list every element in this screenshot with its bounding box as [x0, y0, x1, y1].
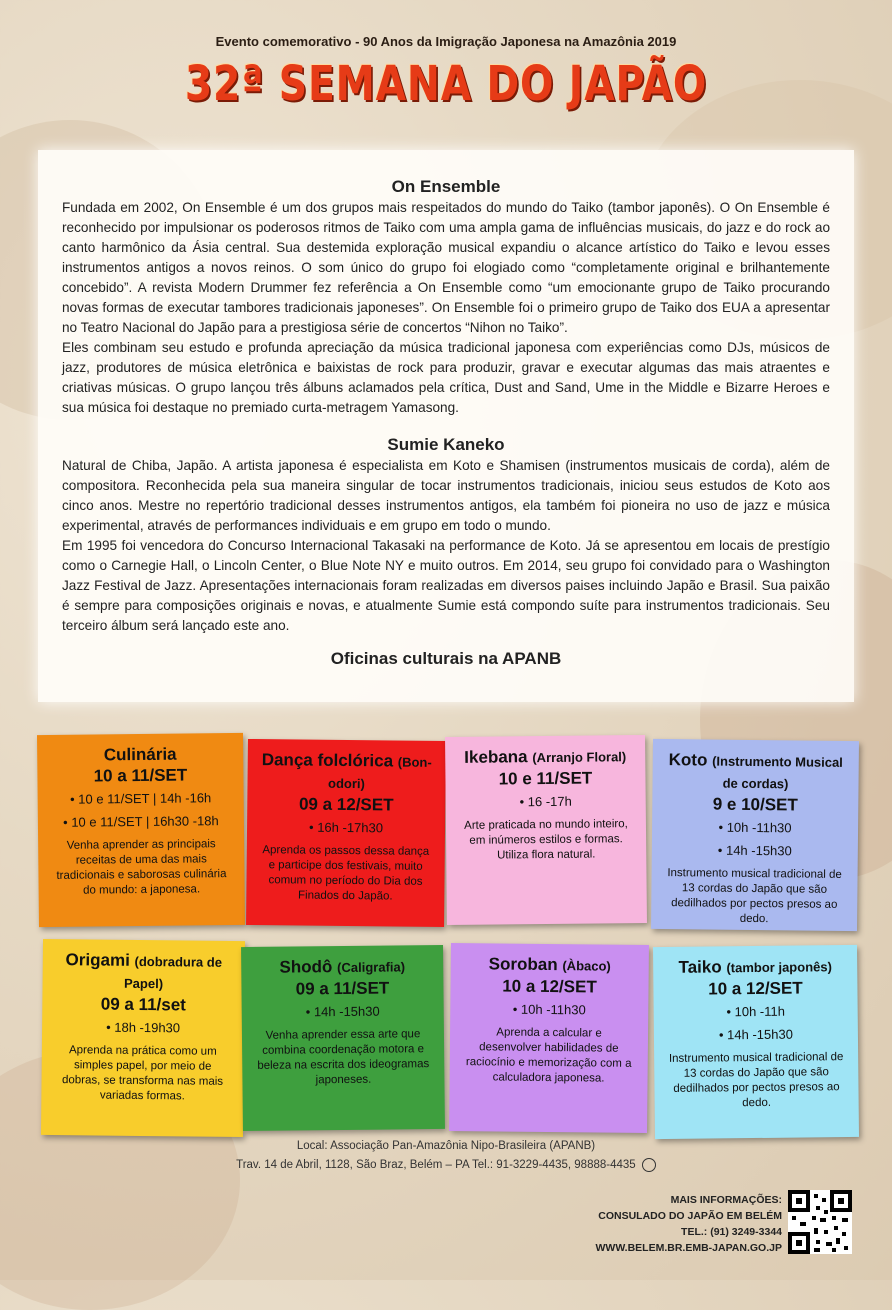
workshop-title: [249, 955, 435, 979]
workshop-card: [651, 739, 859, 931]
workshop-date: 09 a 12/SET: [298, 794, 394, 815]
whatsapp-icon: [642, 1158, 656, 1172]
qr-code-icon[interactable]: [788, 1190, 852, 1254]
workshop-subtitle: (dobradura de Papel): [123, 953, 223, 992]
consulate-name: CONSULADO DO JAPÃO EM BELÉM: [598, 1210, 782, 1222]
info-label: MAIS INFORMAÇÕES:: [670, 1194, 782, 1206]
event-subtitle: Evento comemorativo - 90 Anos da Imigração Japonesa na Amazônia 2019: [215, 34, 677, 49]
workshop-time: • 10h -11h30: [512, 1001, 586, 1018]
workshop-date: 9 e 10/SET: [712, 794, 798, 815]
consulate-phone: TEL.: (91) 3249-3344: [681, 1226, 782, 1238]
main-text: [62, 176, 830, 670]
page-title: 32ª SEMANA DO JAPÃO: [184, 56, 708, 112]
workshops-heading: Oficinas culturais na APANB: [330, 649, 562, 668]
venue-line: Local: Associação Pan-Amazônia Nipo-Brasileira (APANB): [296, 1140, 596, 1152]
workshop-time: • 14h -15h30: [305, 1003, 380, 1020]
workshop-name: Culinária: [103, 744, 177, 765]
workshop-subtitle: (Bon-odori): [328, 754, 432, 792]
workshop-time: • 18h -19h30: [106, 1019, 181, 1036]
workshop-title: [660, 749, 850, 795]
workshop-title: [453, 745, 637, 769]
workshop-time: • 16h -17h30: [308, 819, 384, 836]
workshop-date: 10 a 12/SET: [708, 978, 803, 999]
address-line: [0, 1158, 892, 1172]
workshop-name: Shodô: [279, 957, 333, 977]
on-ensemble-heading: On Ensemble: [391, 177, 501, 196]
workshop-name: Taiko: [678, 957, 722, 977]
workshop-name: Dança folclórica: [261, 750, 394, 771]
sumie-paragraph-1: Natural de Chiba, Japão. A artista japonesa é especialista em Koto e Shamisen (instrumentos musicais de corda), além de compositora. Reconhecida pela sua maneira singular de tocar instrumentos tradicionais, iniciou seus estudos de Koto aos cinco anos. Mestre no repertório tradicional desses instrumentos antigos, ela também foi pioneira no uso de jazz e música experimental, através de performances individuais e em grupo em todo o mundo.: [62, 458, 830, 533]
workshop-date: 09 a 11/set: [100, 994, 186, 1015]
workshop-time: • 10 e 11/SET | 16h30 -18h: [63, 813, 219, 830]
workshop-name: Ikebana: [464, 747, 528, 767]
workshop-time: • 10h -11h: [726, 1003, 786, 1020]
workshop-subtitle: (Instrumento Musical de cordas): [712, 753, 843, 792]
workshop-title: [459, 953, 641, 977]
workshop-description: Aprenda a calcular e desenvolver habilidades de raciocínio e memorização com a calculadora japonesa.: [465, 1026, 632, 1085]
workshop-time: • 10h -11h30: [718, 819, 792, 836]
workshop-description: Venha aprender essa arte que combina coordenação motora e beleza na escrita dos ideogramas japoneses.: [257, 1028, 430, 1087]
workshop-subtitle: (Caligrafia): [337, 959, 406, 976]
workshop-title: [45, 743, 235, 766]
workshop-description: Venha aprender as principais receitas de uma das mais tradicionais e saborosas culinária do mundo: a japonesa.: [56, 838, 227, 897]
workshop-card: [241, 945, 445, 1131]
workshop-name: Soroban: [488, 954, 558, 975]
workshop-card: [37, 733, 245, 927]
workshop-time: • 10 e 11/SET | 14h -16h: [70, 790, 212, 807]
workshop-date: 10 e 11/SET: [498, 768, 593, 789]
workshop-description: Aprenda os passos dessa dança e participe dos festivais, muito comum no período do Dia dos Finados do Japão.: [262, 844, 430, 903]
on-ensemble-paragraph-1: Fundada em 2002, On Ensemble é um dos grupos mais respeitados do mundo do Taiko (tambor japonês). O On Ensemble é reconhecido por impulsionar os poderosos ritmos de Taiko com uma ampla gama de influências musicais, do jazz e do rock ao canto harmônico da Ásia central. Sua destemida exploração musical expandiu o alcance artístico do Taiko e levou esses instrumentos antigos a novos reinos. O som único do grupo foi elogiado como “completamente original e brilhantemente concebido”. A revista Modern Drummer fez referência a On Ensemble como “um emocionante grupo de Taiko procurando novas formas de executar tambores tradicionais japoneses”. On Ensemble foi o primeiro grupo de Taiko dos EUA a apresentar no Teatro Nacional do Japão para a prestigiosa série de concertos “Nihon no Taiko”.: [62, 200, 830, 335]
sumie-heading: Sumie Kaneko: [387, 435, 505, 454]
workshop-description: Instrumento musical tradicional de 13 cordas do Japão que são dedilhados por pectos presos ao dedo.: [668, 1051, 844, 1110]
workshop-subtitle: (tambor japonês): [726, 959, 832, 976]
workshop-subtitle: (Àbaco): [562, 958, 611, 974]
workshop-card: [653, 945, 859, 1139]
workshop-card: [246, 739, 446, 927]
on-ensemble-paragraph-2: Eles combinam seu estudo e profunda apreciação da música tradicional japonesa com experiências como DJs, músicos de jazz, produtores de música eletrônica e baixistas de rock para produzir, gravar e executar algumas das mais atraentes e criativas músicas. O grupo lançou três álbuns aclamados pela crítica, Dust and Sand, Ume in the Middle e Bizarre Heroes e sua música foi destaque no premiado curta-metragem Yamasong.: [62, 340, 830, 415]
workshop-time: • 14h -15h30: [718, 1026, 793, 1043]
workshop-description: Aprenda na prática como um simples papel, por meio de dobras, se transforma nas mais variadas formas.: [61, 1044, 224, 1103]
address-text: Trav. 14 de Abril, 1128, São Braz, Belém – PA Tel.: 91-3229-4435, 98888-4435: [236, 1159, 636, 1172]
sumie-paragraph-2: Em 1995 foi vencedora do Concurso Internacional Takasaki na performance de Koto. Já se apresentou em locais de prestígio como o Carnegie Hall, o Lincoln Center, o Blue Note NY e muito outros. Em 2014, seu grupo foi convidado para o Washington Jazz Festival de Jazz. Apresentações internacionais foram realizadas em diversos paises incluindo Japão e Brasil. Sua paixão é sempre para composições originais e novas, e atualmente Sumie está compondo suíte para instrumentos tradicionais. Seu terceiro álbum será lançado este ano.: [62, 538, 830, 633]
workshop-name: Koto: [668, 750, 708, 770]
workshop-description: Instrumento musical tradicional de 13 cordas do Japão que são dedilhados por pectos presos ao dedo.: [667, 867, 842, 926]
workshop-title: [50, 949, 236, 995]
workshop-title: [661, 955, 849, 979]
workshop-card: [445, 735, 647, 925]
contact-info: [596, 1192, 782, 1256]
workshop-date: 10 a 12/SET: [502, 976, 597, 997]
workshop-name: Origami: [65, 950, 130, 970]
workshop-date: 10 a 11/SET: [93, 765, 188, 786]
workshop-time: • 16 -17h: [519, 793, 572, 810]
workshop-time: • 14h -15h30: [717, 842, 792, 859]
workshop-date: 09 a 11/SET: [295, 978, 390, 999]
workshop-card: [41, 939, 245, 1137]
workshop-card: [449, 943, 649, 1133]
consulate-website[interactable]: WWW.BELEM.BR.EMB-JAPAN.GO.JP: [595, 1242, 782, 1254]
workshop-subtitle: (Arranjo Floral): [532, 749, 627, 766]
workshop-description: Arte praticada no mundo inteiro, em inúmeros estilos e formas. Utiliza flora natural.: [464, 818, 628, 862]
workshop-title: [255, 749, 437, 795]
